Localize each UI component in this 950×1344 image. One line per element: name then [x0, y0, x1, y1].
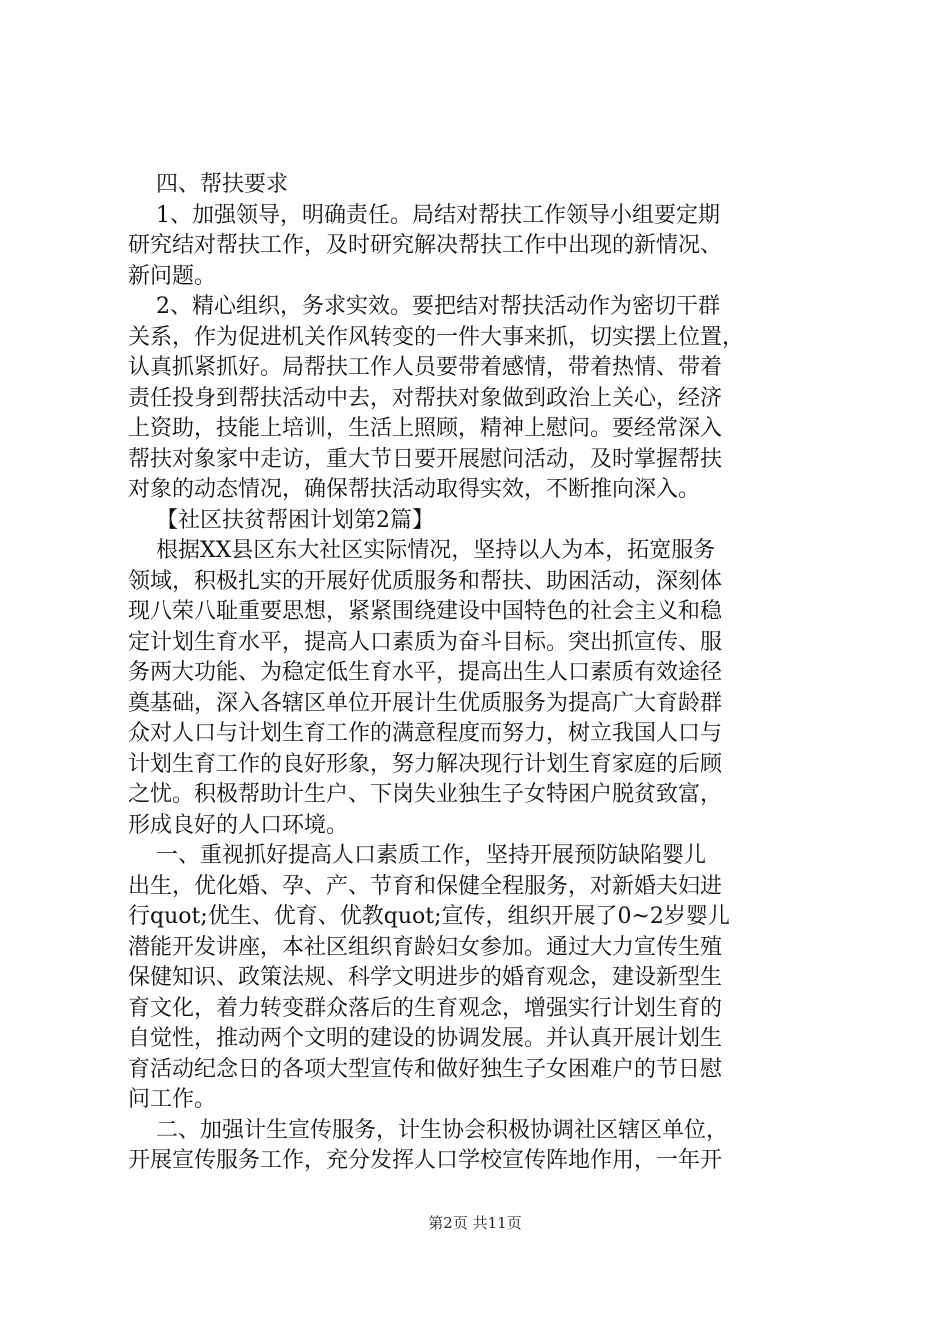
text-line: 自觉性，推动两个文明的建设的协调发展。并认真开展计划生 [128, 1026, 723, 1051]
text-line: 1、加强领导，明确责任。局结对帮扶工作领导小组要定期 [128, 202, 720, 228]
text-line: 潜能开发讲座，本社区组织育龄妇女参加。通过大力宣传生殖 [128, 934, 723, 960]
text-line: 一、重视抓好提高人口素质工作，坚持开展预防缺陷婴儿 [128, 843, 706, 868]
text-line: 计划生育工作的良好形象，努力解决现行计划生育家庭的后顾 [128, 751, 723, 777]
text-line: 出生，优化婚、孕、产、节育和保健全程服务，对新婚夫妇进 [128, 873, 723, 899]
text-line: 领域，积极扎实的开展好优质服务和帮扶、助困活动，深刻体 [128, 568, 723, 594]
text-line: 研究结对帮扶工作，及时研究解决帮扶工作中出现的新情况、 [128, 233, 723, 258]
text-line: 新问题。 [128, 263, 217, 289]
text-line: 责任投身到帮扶活动中去，对帮扶对象做到政治上关心，经济 [128, 385, 723, 411]
text-line: 2、精心组织，务求实效。要把结对帮扶活动作为密切干群 [128, 294, 720, 319]
text-line: 定计划生育水平，提高人口素质为奋斗目标。突出抓宣传、服 [128, 629, 723, 655]
text-line: 行quot;优生、优育、优教quot;宣传，组织开展了0~2岁婴儿 [128, 904, 730, 929]
text-line: 之忧。积极帮助计生户、下岗失业独生子女特困户脱贫致富， [128, 782, 723, 807]
text-line: 开展宣传服务工作，充分发挥人口学校宣传阵地作用，一年开 [128, 1148, 723, 1173]
page-footer: 第2页 共11页 [428, 1214, 522, 1232]
text-line: 对象的动态情况，确保帮扶活动取得实效，不断推向深入。 [128, 477, 701, 502]
text-line: 上资助，技能上培训，生活上照顾，精神上慰问。要经常深入 [128, 416, 723, 441]
text-line: 帮扶对象家中走访，重大节日要开展慰问活动，及时掌握帮扶 [128, 446, 723, 472]
text-line: 问工作。 [128, 1087, 217, 1112]
text-line: 务两大功能、为稳定低生育水平，提高出生人口素质有效途径 [128, 660, 723, 685]
text-line: 关系，作为促进机关作风转变的一件大事来抓，切实摆上位置， [128, 324, 745, 350]
text-line: 四、帮扶要求 [128, 172, 288, 197]
text-line: 保健知识、政策法规、科学文明进步的婚育观念，建设新型生 [128, 965, 723, 990]
text-line: 二、加强计生宣传服务，计生协会积极协调社区辖区单位， [128, 1117, 728, 1143]
text-line: 根据XX县区东大社区实际情况，坚持以人为本，拓宽服务 [128, 538, 716, 563]
text-line: 育文化，着力转变群众落后的生育观念，增强实行计划生育的 [128, 995, 723, 1021]
document-body [128, 170, 828, 1177]
text-line: 现八荣八耻重要思想，紧紧围绕建设中国特色的社会主义和稳 [128, 599, 723, 624]
text-line: 育活动纪念日的各项大型宣传和做好独生子女困难户的节日慰 [128, 1056, 723, 1082]
text-line: 奠基础，深入各辖区单位开展计生优质服务为提高广大育龄群 [128, 690, 723, 716]
text-line: 众对人口与计划生育工作的满意程度而努力，树立我国人口与 [128, 721, 723, 746]
text-line: 【社区扶贫帮困计划第2篇】 [128, 507, 434, 533]
text-line: 认真抓紧抓好。局帮扶工作人员要带着感情，带着热情、带着 [128, 355, 723, 380]
text-line: 形成良好的人口环境。 [128, 812, 349, 838]
